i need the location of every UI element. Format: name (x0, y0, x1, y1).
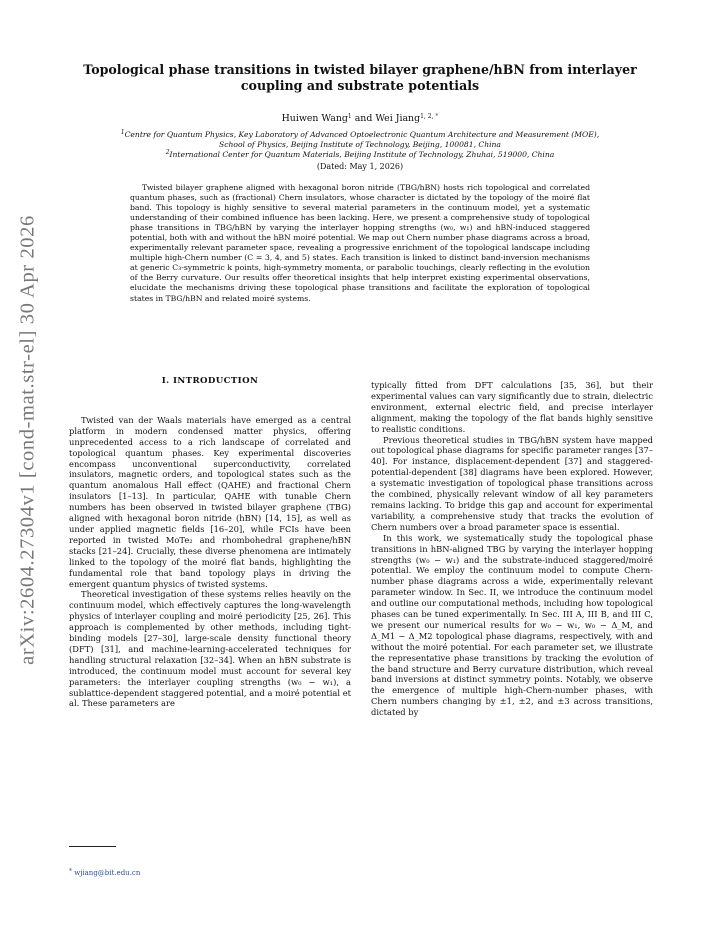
intro-paragraph: Twisted van der Waals materials have emerged as a central platform in modern condensed matter physics, offering unprecedented access to a rich landscape of correlated and topological quantum phases. Key experimental discoveries encompass unconventional superconductivity, correlated insulators, magnetic orders, and topological states such as the quantum anomalous Hall effect (QAHE) and fractional Chern insulators [1–13]. In particular, QAHE with tunable Chern numbers has been observed in twisted bilayer graphene (TBG) aligned with hexagonal boron nitride (hBN) [14, 15], as well as under applied magnetic fields [16–20], while FCIs have been reported in twisted MoTe₂ and rhombohedral graphene/hBN stacks [21–24]. Crucially, these diverse phenomena are intimately linked to the topology of the moiré flat bands, highlighting the fundamental role that band topology plays in driving the emergent quantum physics of twisted systems. (69, 414, 351, 589)
footnote-rule (69, 846, 116, 847)
title-line-2: coupling and substrate potentials (240, 78, 480, 93)
intro-paragraph: Theoretical investigation of these systems relies heavily on the continuum model, which effectively captures the long-wavelength physics of interlayer coupling and moiré periodicity [25, 26]. This approach is complemented by other methods, including tight-binding models [27–30], large-scale density functional theory (DFT) [31], and machine-learning-accelerated techniques for handling structural relaxation [32–34]. When an hBN substrate is introduced, the continuum model must account for several key parameters: the interlayer coupling strengths (w₀ − w₁), a sublattice-dependent staggered potential, and a moiré potential et al. These parameters are (69, 589, 351, 709)
intro-paragraph: In this work, we systematically study the topological phase transitions in hBN-aligned TBG by varying the interlayer hopping strengths (w₀ − w₁) and the substrate-induced staggered/moiré potential. We employ the continuum model to compute Chern-number phase diagrams across a wide, experimentally relevant parameter window. In Sec. II, we introduce the continuum model and outline our computational methods, including how topological phases can be tuned experimentally. In Sec. III A, III B, and III C, we present our numerical results for w₀ − w₁, w₀ − Δ_M, and Δ_M1 − Δ_M2 topological phase diagrams, respectively, with and without the moiré potential. For each parameter set, we illustrate the representative phase transitions by tracking the evolution of the band structure and Berry curvature distribution, which reveal band inversions at distinct symmetry points. Notably, we observe the emergence of multiple high-Chern-number phases, with Chern numbers changing by ±1, ±2, and ±3 across transitions, dictated by (371, 532, 653, 718)
footnote (69, 868, 140, 877)
corresponding-author-link[interactable]: * (435, 113, 439, 120)
author-affiliation-number: 1, 2, (420, 113, 436, 120)
paper-header (70, 62, 650, 171)
dated-line: (Dated: May 1, 2026) (316, 161, 404, 171)
footnote-email-link[interactable]: wjiang@bit.edu.cn (74, 869, 141, 877)
affiliation-1-line-2: School of Physics, Beijing Institute of Technology, Beijing, 100081, China (219, 140, 501, 150)
author-separator: and (351, 113, 376, 124)
intro-paragraph: typically fitted from DFT calculations [35, 36], but their experimental values can vary significantly due to strain, dielectric environment, external electric field, and precise interlayer alignment, making the topology of the flat bands highly sensitive to realistic conditions. (371, 380, 653, 434)
author-name: Huiwen Wang (281, 113, 348, 124)
right-column (371, 380, 653, 718)
title-line-1: Topological phase transitions in twisted bilayer graphene/hBN from interlayer (83, 62, 637, 77)
affiliation-number: 1 (120, 129, 125, 136)
left-column (69, 376, 351, 709)
author-affiliation-number: 1 (347, 113, 352, 120)
affiliation-number: 2 (165, 149, 170, 157)
section-heading: I. INTRODUCTION (161, 376, 259, 386)
arxiv-identifier: arXiv:2604.27304v1 [cond-mat.str-el] 30 Apr 2026 (16, 215, 39, 665)
affiliations (70, 130, 650, 161)
paper-title (70, 62, 650, 94)
arxiv-identifier-sidebar (10, 215, 46, 665)
affiliation-2-line-1: International Center for Quantum Materials, Beijing Institute of Technology, Zhuhai, 519000, China (169, 150, 555, 160)
author-list (70, 113, 650, 124)
author-name: Wei Jiang (375, 113, 421, 124)
footnote-mark: * (69, 868, 72, 875)
affiliation-1-line-1: Centre for Quantum Physics, Key Laboratory of Advanced Optoelectronic Quantum Architecture and Measurement (MOE), (124, 130, 600, 139)
intro-paragraph: Previous theoretical studies in TBG/hBN system have mapped out topological phase diagrams for specific parameter ranges [37–40]. For instance, displacement-dependent [37] and staggered-potential-dependent [38] diagrams have been explored. However, a systematic investigation of topological phase transitions across the combined, physically relevant window of all key parameters remains lacking. To bridge this gap and account for experimental variability, a comprehensive study that tracks the evolution of Chern numbers over a broad parameter space is essential. (371, 434, 653, 532)
abstract: Twisted bilayer graphene aligned with hexagonal boron nitride (TBG/hBN) hosts rich topological and correlated quantum phases, such as (fractional) Chern insulators, whose character is dictated by the topology of the moiré flat band. This topology is highly sensitive to several material parameters in the continuum model, yet a systematic understanding of their combined influence has been lacking. Here, we present a comprehensive study of topological phase transitions in TBG/hBN by varying the interlayer hopping strengths (w₀, w₁) and hBN-induced staggered potential, both with and without the hBN moiré potential. We map out Chern number phase diagrams across a broad, experimentally relevant parameter space, revealing a progressive enrichment of the topological landscape including multiple high-Chern number (C = 3, 4, and 5) states. Each transition is linked to distinct band-inversion mechanisms at generic C₃-symmetric k points, high-symmetry momenta, or parabolic touchings, clearly reflecting in the evolution of the Berry curvature. Our results offer theoretical insights that help interpret existing experimental observations, elucidate the mechanisms driving these topological phase transitions and facilitate the exploration of topological states in TBG/hBN and related moiré systems. (130, 183, 590, 303)
